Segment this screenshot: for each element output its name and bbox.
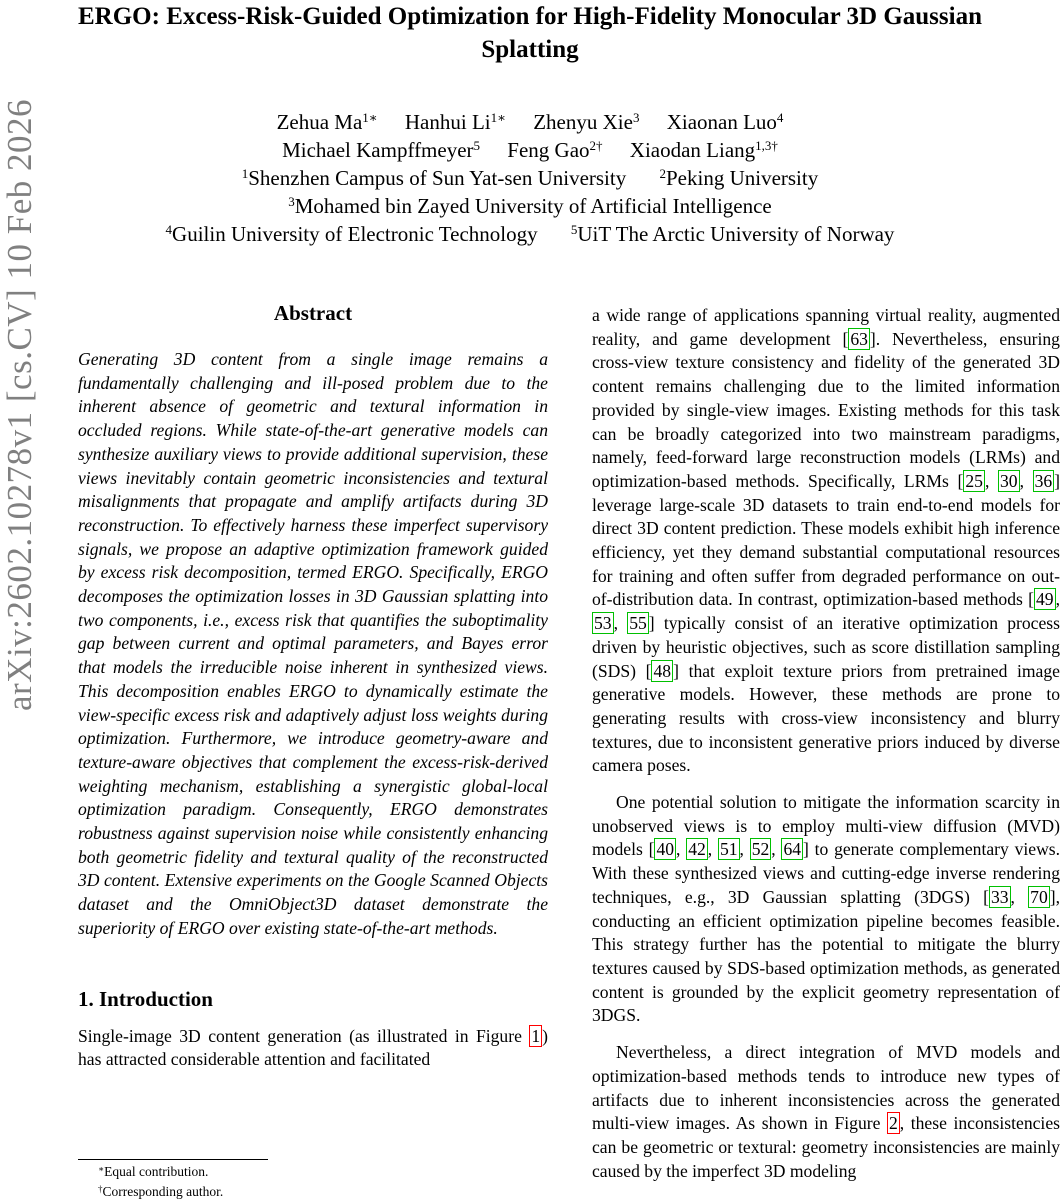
abstract-heading: Abstract — [273, 301, 353, 325]
intro-paragraph-3: Nevertheless, a direct integration of MVD models and optimization-based methods tends to introduce new types of artifacts due to inherent inconsistencies across the generated multi-view images. As shown in Figure 2 , these inconsistencies can be geometric or textural: geometry inconsistencies are mainly caused by the imperfect 3D modeling — [592, 1042, 1060, 1181]
footnote-corresponding-author: †Corresponding author. — [98, 1184, 224, 1199]
citation-link[interactable]: 70 — [1030, 886, 1048, 907]
citation-link[interactable]: 51 — [719, 839, 738, 860]
citation-link[interactable]: 30 — [999, 470, 1018, 491]
author: Zhenyu Xie$^3$ — [533, 110, 640, 134]
abstract-text: Generating 3D content from a single image remains a fundamentally challenging and ill-posed problem due to the inherent absence of geometric and textural information in occluded regions. While state-of-the-art generative models can synthesize auxiliary views to provide additional supervision, these views inevitably contain geometric inconsistencies and textural misalignments that propagate and amplify artifacts during 3D reconstruction. To effectively harness these imperfect supervisory signals, we propose an adaptive optimization framework guided by excess risk decomposition, termed ERGO. Specifically, ERGO decomposes the optimization losses in 3D Gaussian splatting into two components, i.e., excess risk that quantifies the suboptimality gap between current and optimal parameters, and Bayes error that models the irreducible noise inherent in synthesized views. This decomposition enables ERGO to dynamically estimate the view-specific excess risk and adaptively adjust loss weights during optimization. Furthermore, we introduce geometry-aware and texture-aware objectives that complement the excess-risk-derived weighting mechanism, establishing a synergistic global-local optimization paradigm. Consequently, ERGO demonstrates robustness against supervision noise while consistently enhancing both geometric fidelity and textural quality of the reconstructed 3D content. Extensive experiments on the Google Scanned Objects dataset and the OmniObject3D dataset demonstrate the superiority of ERGO over existing state-of-the-art methods. — [78, 349, 548, 938]
citation-link[interactable]: 36 — [1034, 470, 1053, 491]
author-block — [60, 108, 1000, 248]
figure-ref-link[interactable]: 1 — [531, 1025, 541, 1046]
intro-paragraph-1-cont: a wide range of applications spanning virtual reality, augmented reality, and game development [ 63 ]. Nevertheless, ensuring cross-view texture consistency and fidelity of the generated 3D content remains challenging due to the limited information provided by single-view images. Existing methods for this task can be broadly categorized into two mainstream paradigms, namely, feed-forward large reconstruction models (LRMs) and optimization-based methods. Specifically, LRMs [ 25 , 30 , 36 ] leverage large-scale 3D datasets to train end-to-end models for direct 3D content prediction. These models exhibit high inference efficiency, yet they demand substantial computational resources for training and often suffer from degraded performance on out-of-distribution data. In contrast, optimization-based methods [ 49 , 53 , 55 ] typically consist of an iterative optimization process driven by heuristic objectives, such as score distillation sampling (SDS) [ 48 ] that exploit texture priors from pretrained image generative models. However, these methods are prone to generating results with cross-view inconsistency and blurry textures, due to inconsistent generative priors induced by diverse camera poses. — [592, 305, 1060, 776]
footnote-equal-contribution: ∗Equal contribution. — [98, 1164, 209, 1179]
author: Zehua $Ma^{1∗}$ — [276, 110, 378, 134]
figure-ref-link[interactable]: 2 — [888, 1113, 898, 1134]
citation-link[interactable]: 52 — [751, 839, 770, 860]
intro-paragraph-1-start: Single-image 3D content generation (as illustrated in Figure 1 ) has attracted considerable attention and facilitated — [78, 1025, 548, 1070]
affiliation: $^4$Guilin University of Electronic Technology — [165, 222, 538, 246]
affiliation: $^2$Peking University — [659, 166, 819, 190]
citation-link[interactable]: 53 — [594, 613, 612, 634]
author: Xiaonan Luo$^4$ — [666, 110, 784, 134]
affiliation: $^5$UiT The Arctic University of Norway — [570, 222, 895, 246]
author-line-2 — [60, 136, 1000, 164]
author: Xiaodan Liang$^{1,3\dagger}$ — [629, 138, 778, 162]
footnotes — [98, 1162, 223, 1202]
affiliation-line-1 — [60, 164, 1000, 192]
affiliation-line-3 — [60, 220, 1000, 248]
author: Michael Kampffmeyer$^5$ — [282, 138, 481, 162]
citation-link[interactable]: 48 — [653, 660, 672, 681]
citation-link[interactable]: 33 — [990, 886, 1009, 907]
citation-link[interactable]: 40 — [656, 839, 675, 860]
section-heading-introduction: 1. Introduction — [78, 986, 213, 1011]
intro-paragraph-2: One potential solution to mitigate the information scarcity in unobserved views is to employ multi-view diffusion (MVD) models [ 40 , 42 , 51 , 52 , 64 ] to generate complementary views. With these synthesized views and cutting-edge inverse rendering techniques, e.g., 3D Gaussian splatting (3DGS) [ 33 , 70 ], conducting an efficient optimization pipeline becomes feasible. This strategy further has the potential to mitigate the blurry textures caused by SDS-based optimization methods, as generated content is grounded by the explicit geometry representation of 3DGS. — [592, 792, 1060, 1026]
citation-link[interactable]: 42 — [688, 839, 706, 860]
citation-link[interactable]: 55 — [629, 613, 647, 634]
affiliation: $^1$Shenzhen Campus of Sun Yat-sen University — [241, 166, 627, 190]
arxiv-stamp — [0, 98, 40, 712]
citation-link[interactable]: 25 — [965, 470, 983, 491]
author-line-1 — [60, 108, 1000, 136]
paper-title: ERGO: Excess-Risk-Guided Optimization for High-Fidelity Monocular 3D Gaussian Splatting — [78, 3, 982, 63]
footnote-divider — [78, 1159, 268, 1160]
citation-link[interactable]: 63 — [850, 328, 868, 349]
affiliation-line-2 — [60, 192, 1000, 220]
left-column — [78, 298, 548, 1072]
citation-link[interactable]: 49 — [1036, 589, 1054, 610]
citation-link[interactable]: 64 — [783, 839, 802, 860]
arxiv-id[interactable]: arXiv:2602.10278v1 [cs.CV] 10 Feb 2026 — [0, 98, 40, 712]
affiliation: $^3$Mohamed bin Zayed University of Artificial Intelligence — [288, 194, 772, 218]
author: Hanhui $Li^{1∗}$ — [404, 110, 506, 134]
right-column — [592, 304, 1060, 1183]
author: Feng Gao$^{2\dagger}$ — [507, 138, 603, 162]
